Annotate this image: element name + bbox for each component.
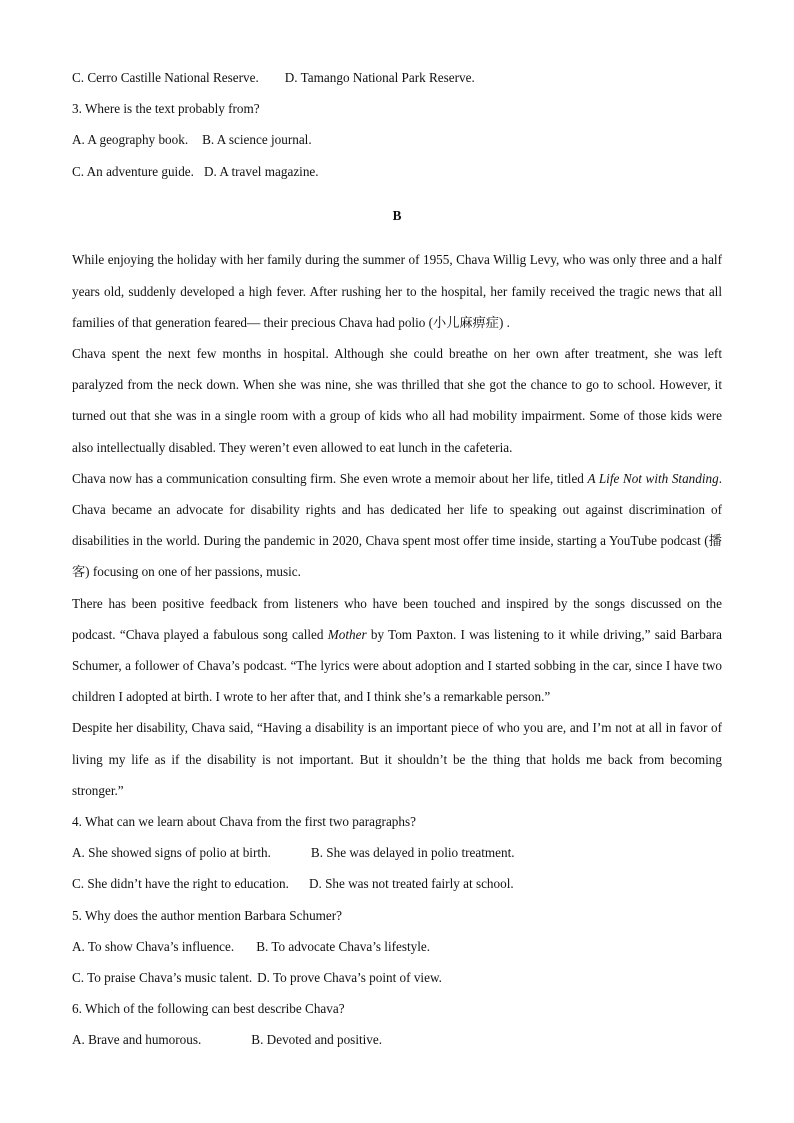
memoir-title: A Life Not with Standing bbox=[587, 470, 719, 486]
document-page bbox=[72, 62, 722, 1056]
question-5-options-ab bbox=[72, 931, 722, 962]
question-4: 4. What can we learn about Chava from the first two paragraphs? bbox=[72, 814, 416, 830]
question-4-options-ab bbox=[72, 837, 722, 868]
question-5-options-cd bbox=[72, 962, 722, 993]
option-b: B. To advocate Chava’s lifestyle. bbox=[256, 938, 431, 954]
passage-paragraph-4 bbox=[72, 588, 722, 713]
passage-paragraph-3 bbox=[72, 463, 722, 588]
option-d: D. A travel magazine. bbox=[203, 163, 319, 179]
passage-paragraph-5: Despite her disability, Chava said, “Having a disability is an important piece of who you are, and I’m not at all in favor of living my life as if the disability is not important. But it shouldn’t be the thing that holds me back from becoming stronger.” bbox=[72, 720, 722, 798]
question-3-options-ab bbox=[72, 124, 722, 155]
option-c: C. Cerro Castille National Reserve. bbox=[72, 70, 259, 85]
section-label: B bbox=[392, 208, 402, 223]
paragraph-4-text-start: There has been positive feedback from listeners who have been touched and inspired by the songs discussed on the podcast. “Chava played a fabulous song called bbox=[72, 595, 722, 642]
option-d: D. Tamango National Park Reserve. bbox=[284, 70, 475, 85]
question-5: 5. Why does the author mention Barbara Schumer? bbox=[72, 907, 343, 923]
option-a: A. She showed signs of polio at birth. bbox=[72, 845, 271, 861]
option-a: A. Brave and humorous. bbox=[72, 1032, 202, 1048]
passage-paragraph-1: While enjoying the holiday with her family during the summer of 1955, Chava Willig Levy, who was only three and a half years old, suddenly developed a high fever. After rushing her to the hospital, her family received the tragic news that all families of that generation feared— their precious Chava had polio (小儿麻痹症) . bbox=[72, 252, 722, 330]
option-a: A. A geography book. bbox=[72, 132, 189, 148]
passage-paragraph-2: Chava spent the next few months in hospital. Although she could breathe on her own after treatment, she was left paralyzed from the neck down. When she was nine, she was thrilled that she got the chance to go to school. However, it turned out that she was in a single room with a group of kids who all had mobility impairment. Some of those kids were also intellectually disabled. They weren’t even allowed to eat lunch in the cafeteria. bbox=[72, 346, 722, 455]
option-c: C. She didn’t have the right to education. bbox=[72, 876, 289, 892]
option-b: B. A science journal. bbox=[202, 132, 312, 148]
question-2-options-cd bbox=[72, 62, 722, 93]
option-c: C. An adventure guide. bbox=[72, 163, 194, 179]
question-4-options-cd bbox=[72, 868, 722, 899]
paragraph-3-text-end: . Chava became an advocate for disability rights and has dedicated her life to speaking out against discrimination of disabilities in the world. During the pandemic in 2020, Chava spent most offer time inside, starting a YouTube podcast (播客) focusing on one of her passions, music. bbox=[72, 470, 723, 580]
paragraph-3-text-start: Chava now has a communication consulting firm. She even wrote a memoir about her life, titled bbox=[72, 470, 588, 486]
question-6-options-ab bbox=[72, 1024, 722, 1055]
song-title: Mother bbox=[327, 626, 367, 642]
option-b: B. She was delayed in polio treatment. bbox=[310, 845, 515, 861]
question-6: 6. Which of the following can best describe Chava? bbox=[72, 1001, 345, 1017]
option-c: C. To praise Chava’s music talent. bbox=[72, 970, 253, 986]
option-a: A. To show Chava’s influence. bbox=[72, 938, 235, 954]
question-3-options-cd bbox=[72, 156, 722, 187]
paragraph-4-text-end: by Tom Paxton. I was listening to it while driving,” said Barbara Schumer, a follower of Chava’s podcast. “The lyrics were about adoption and I started sobbing in the car, since I have two children I adopted at birth. I wrote to her after that, and I think she’s a remarkable person.” bbox=[72, 626, 722, 705]
option-d: D. To prove Chava’s point of view. bbox=[257, 970, 442, 986]
option-b: B. Devoted and positive. bbox=[251, 1032, 383, 1048]
option-d: D. She was not treated fairly at school. bbox=[308, 876, 514, 892]
question-3: 3. Where is the text probably from? bbox=[72, 101, 260, 117]
